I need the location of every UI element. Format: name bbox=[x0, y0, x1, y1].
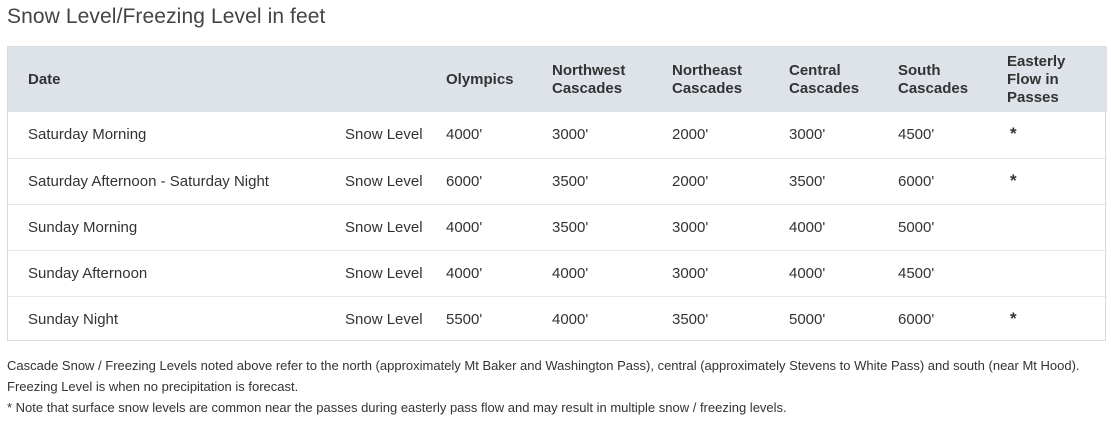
footnotes bbox=[7, 355, 1102, 418]
header-northeast-cascades: Northeast Cascades bbox=[672, 61, 743, 97]
cell-easterly-flow: * bbox=[1010, 308, 1017, 328]
cell-northeast-cascades: 3000' bbox=[672, 264, 709, 282]
cell-olympics: 5500' bbox=[446, 310, 483, 328]
cell-olympics: 4000' bbox=[446, 218, 483, 236]
cell-level-type: Snow Level bbox=[345, 126, 423, 144]
cell-date: Saturday Morning bbox=[28, 126, 147, 144]
cell-level-type: Snow Level bbox=[345, 218, 423, 236]
cell-south-cascades: 4500' bbox=[898, 126, 935, 144]
cell-olympics: 4000' bbox=[446, 126, 483, 144]
cell-level-type: Snow Level bbox=[345, 264, 423, 282]
cell-easterly-flow bbox=[999, 204, 1107, 250]
cell-south-cascades: 6000' bbox=[898, 310, 935, 328]
cell-date: Sunday Afternoon bbox=[28, 264, 148, 282]
cell-south-cascades: 6000' bbox=[898, 172, 935, 190]
cell-northwest-cascades: 4000' bbox=[552, 310, 589, 328]
table-row bbox=[8, 158, 1107, 204]
cell-northeast-cascades: 2000' bbox=[672, 172, 709, 190]
header-northwest-cascades: Northwest Cascades bbox=[552, 61, 626, 97]
cell-northeast-cascades: 3500' bbox=[672, 310, 709, 328]
cell-date: Saturday Afternoon - Saturday Night bbox=[28, 172, 269, 190]
cell-south-cascades: 5000' bbox=[898, 218, 935, 236]
cell-easterly-flow: * bbox=[1010, 170, 1017, 190]
page-title: Snow Level/Freezing Level in feet bbox=[7, 5, 326, 28]
cell-northwest-cascades: 4000' bbox=[552, 264, 589, 282]
footnote-easterly-flow: * Note that surface snow levels are common near the passes during easterly pass flow and may result in multiple snow / freezing levels. bbox=[7, 400, 787, 415]
cell-northeast-cascades: 2000' bbox=[672, 126, 709, 144]
cell-northwest-cascades: 3500' bbox=[552, 218, 589, 236]
cell-easterly-flow: * bbox=[1010, 124, 1017, 143]
header-level-type bbox=[337, 47, 438, 112]
cell-olympics: 6000' bbox=[446, 172, 483, 190]
header-easterly-flow: Easterly Flow in Passes bbox=[1007, 52, 1066, 106]
header-date: Date bbox=[28, 70, 61, 88]
cell-central-cascades: 3500' bbox=[789, 172, 826, 190]
cell-central-cascades: 5000' bbox=[789, 310, 826, 328]
cell-olympics: 4000' bbox=[446, 264, 483, 282]
snow-level-table bbox=[8, 47, 1107, 342]
footnote-levels-explanation: Cascade Snow / Freezing Levels noted above refer to the north (approximately Mt Baker and Washington Pass), central (approximately Stevens to White Pass) and south (near Mt Hood). Freezing Level is when no precipitation is forecast. bbox=[7, 358, 1080, 394]
table-row bbox=[8, 296, 1107, 342]
cell-northeast-cascades: 3000' bbox=[672, 218, 709, 236]
table-row bbox=[8, 250, 1107, 296]
table-row bbox=[8, 204, 1107, 250]
cell-northwest-cascades: 3000' bbox=[552, 126, 589, 144]
cell-central-cascades: 3000' bbox=[789, 126, 826, 144]
header-olympics: Olympics bbox=[446, 70, 514, 88]
cell-level-type: Snow Level bbox=[345, 172, 423, 190]
table-row bbox=[8, 112, 1107, 158]
cell-northwest-cascades: 3500' bbox=[552, 172, 589, 190]
snow-level-table-container bbox=[7, 46, 1106, 341]
cell-level-type: Snow Level bbox=[345, 310, 423, 328]
cell-central-cascades: 4000' bbox=[789, 218, 826, 236]
cell-south-cascades: 4500' bbox=[898, 264, 935, 282]
cell-date: Sunday Morning bbox=[28, 218, 138, 236]
header-south-cascades: South Cascades bbox=[898, 61, 969, 97]
cell-easterly-flow bbox=[999, 250, 1107, 296]
table-header-row bbox=[8, 47, 1107, 112]
cell-date: Sunday Night bbox=[28, 310, 119, 328]
header-central-cascades: Central Cascades bbox=[789, 61, 860, 97]
cell-central-cascades: 4000' bbox=[789, 264, 826, 282]
